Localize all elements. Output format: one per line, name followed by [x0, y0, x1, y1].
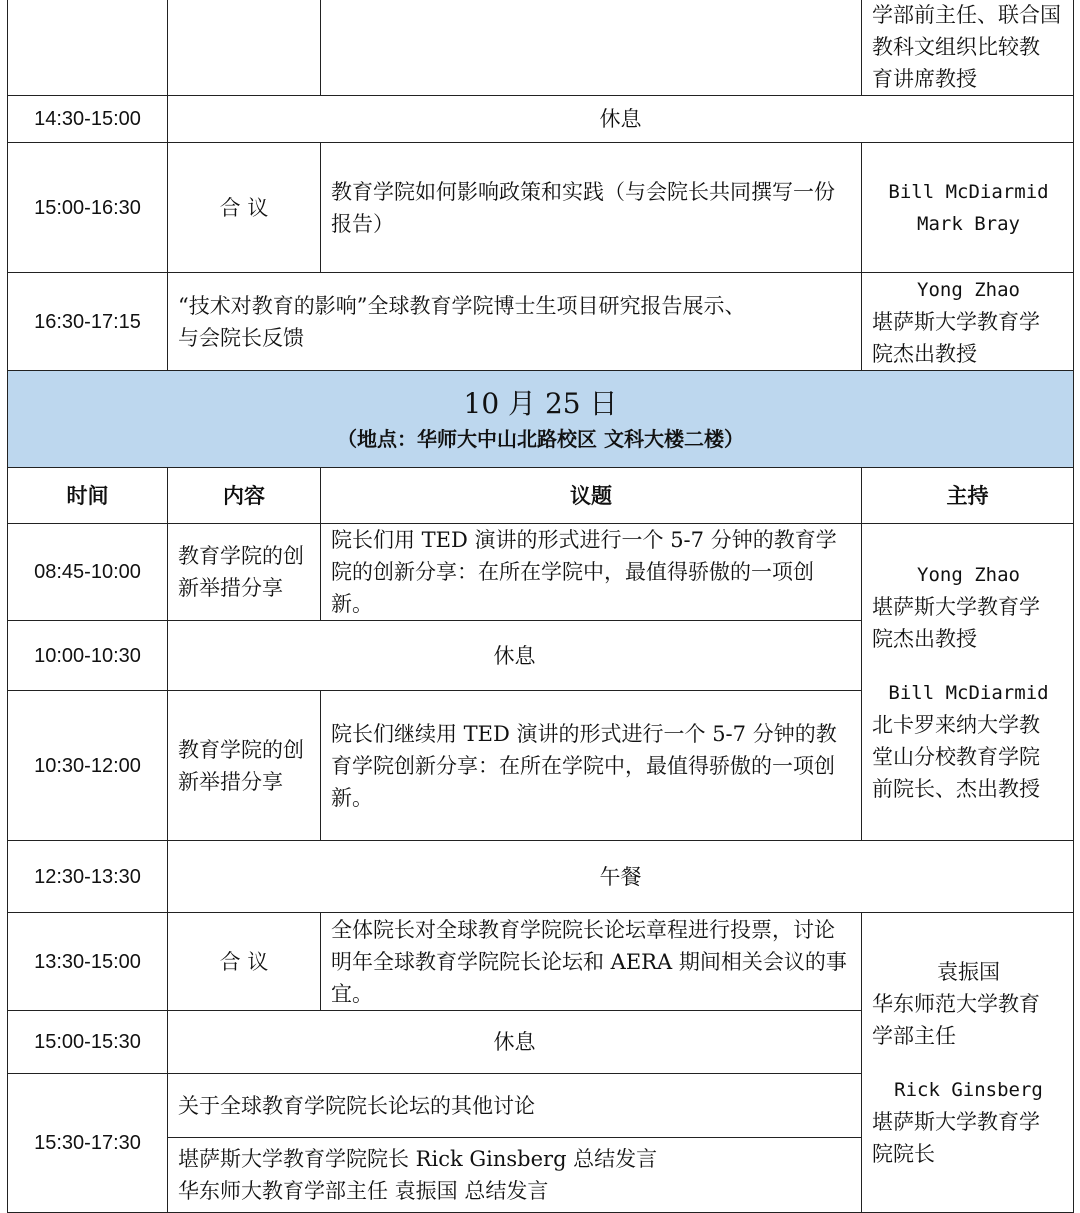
time-cell: 14:30-15:00: [8, 96, 168, 143]
table-row: [8, 143, 1074, 273]
host-title: 堪萨斯大学教育学: [872, 595, 1040, 619]
content-line: 堪萨斯大学教育学院院长 Rick Ginsberg 总结发言: [178, 1147, 658, 1171]
host-title: 堂山分校教育学院: [872, 745, 1040, 769]
host-title: 堪萨斯大学教育学: [872, 1109, 1040, 1134]
content-cell: [168, 1138, 862, 1213]
host-title: 前院长、杰出教授: [872, 777, 1040, 801]
table-row: [8, 273, 1074, 371]
topic-cell: 院长们继续用 TED 演讲的形式进行一个 5-7 分钟的教育学院创新分享：在所在学院中，最值得骄傲的一项创新。: [321, 691, 862, 841]
host-title: 院杰出教授: [872, 627, 977, 651]
table-row: [8, 841, 1074, 913]
host-cell: [862, 143, 1074, 273]
host-cell: [862, 0, 1074, 96]
header-content: 内容: [168, 468, 321, 524]
break-cell: 休息: [168, 96, 1074, 143]
host-name: Mark Bray: [917, 212, 1020, 235]
type-cell: 合 议: [168, 143, 321, 273]
host-cell: [862, 524, 1074, 841]
content-line: 与会院长反馈: [178, 325, 304, 350]
topic-cell: [321, 0, 862, 96]
time-cell: 08:45-10:00: [8, 524, 168, 621]
type-cell: [168, 0, 321, 96]
host-name: Bill McDiarmid: [888, 180, 1049, 203]
content-cell: 关于全球教育学院院长论坛的其他讨论: [168, 1074, 862, 1138]
header-topic: 议题: [321, 468, 862, 524]
host-title: 华东师范大学教育: [872, 991, 1040, 1016]
content-cell: [168, 273, 862, 371]
break-cell: 休息: [168, 1011, 862, 1074]
column-header-row: [8, 468, 1074, 524]
time-cell: 12:30-13:30: [8, 841, 168, 913]
host-line: 学部前主任、联合国: [872, 3, 1061, 27]
topic-cell: 教育学院如何影响政策和实践（与会院长共同撰写一份报告）: [321, 143, 862, 273]
content-line: “技术对教育的影响”全球教育学院博士生项目研究报告展示、: [178, 293, 746, 318]
type-cell: 教育学院的创新举措分享: [168, 691, 321, 841]
topic-cell: 全体院长对全球教育学院院长论坛章程进行投票，讨论明年全球教育学院院长论坛和 AERA 期间相关会议的事宜。: [321, 913, 862, 1011]
time-cell: 16:30-17:15: [8, 273, 168, 371]
time-cell: 15:30-17:30: [8, 1074, 168, 1213]
time-cell: [8, 0, 168, 96]
type-cell: 合 议: [168, 913, 321, 1011]
host-cell: [862, 273, 1074, 371]
table-row: [8, 524, 1074, 621]
host-name: 袁振国: [937, 959, 1000, 984]
day-header: [8, 371, 1074, 468]
header-time: 时间: [8, 468, 168, 524]
time-cell: 15:00-15:30: [8, 1011, 168, 1074]
content-line: 华东师大教育学部主任 袁振国 总结发言: [178, 1179, 549, 1203]
host-title: 北卡罗来纳大学教: [872, 713, 1040, 737]
host-name: Yong Zhao: [917, 564, 1020, 586]
time-cell: 10:00-10:30: [8, 621, 168, 691]
agenda-table: [7, 0, 1074, 1213]
time-cell: 15:00-16:30: [8, 143, 168, 273]
day-header-row: [8, 371, 1074, 468]
host-title: 院杰出教授: [872, 341, 977, 366]
day-location: （地点：华师大中山北路校区 文科大楼二楼）: [337, 427, 744, 451]
topic-cell: 院长们用 TED 演讲的形式进行一个 5-7 分钟的教育学院的创新分享：在所在学院中，最值得骄傲的一项创新。: [321, 524, 862, 621]
table-row: [8, 96, 1074, 143]
header-host: 主持: [862, 468, 1074, 524]
host-line: 育讲席教授: [872, 67, 977, 91]
host-title: 堪萨斯大学教育学: [872, 309, 1040, 334]
host-line: 教科文组织比较教: [872, 35, 1040, 59]
host-name: Yong Zhao: [917, 278, 1020, 301]
host-title: 学部主任: [872, 1023, 956, 1048]
lunch-cell: 午餐: [168, 841, 1074, 913]
time-cell: 13:30-15:00: [8, 913, 168, 1011]
type-cell: 教育学院的创新举措分享: [168, 524, 321, 621]
day-date: 10 月 25 日: [463, 387, 618, 420]
host-cell: [862, 913, 1074, 1213]
host-name: Bill McDiarmid: [888, 682, 1049, 704]
table-row: [8, 0, 1074, 96]
break-cell: 休息: [168, 621, 862, 691]
table-row: [8, 913, 1074, 1011]
host-title: 院院长: [872, 1141, 935, 1166]
host-name: Rick Ginsberg: [894, 1078, 1043, 1101]
time-cell: 10:30-12:00: [8, 691, 168, 841]
